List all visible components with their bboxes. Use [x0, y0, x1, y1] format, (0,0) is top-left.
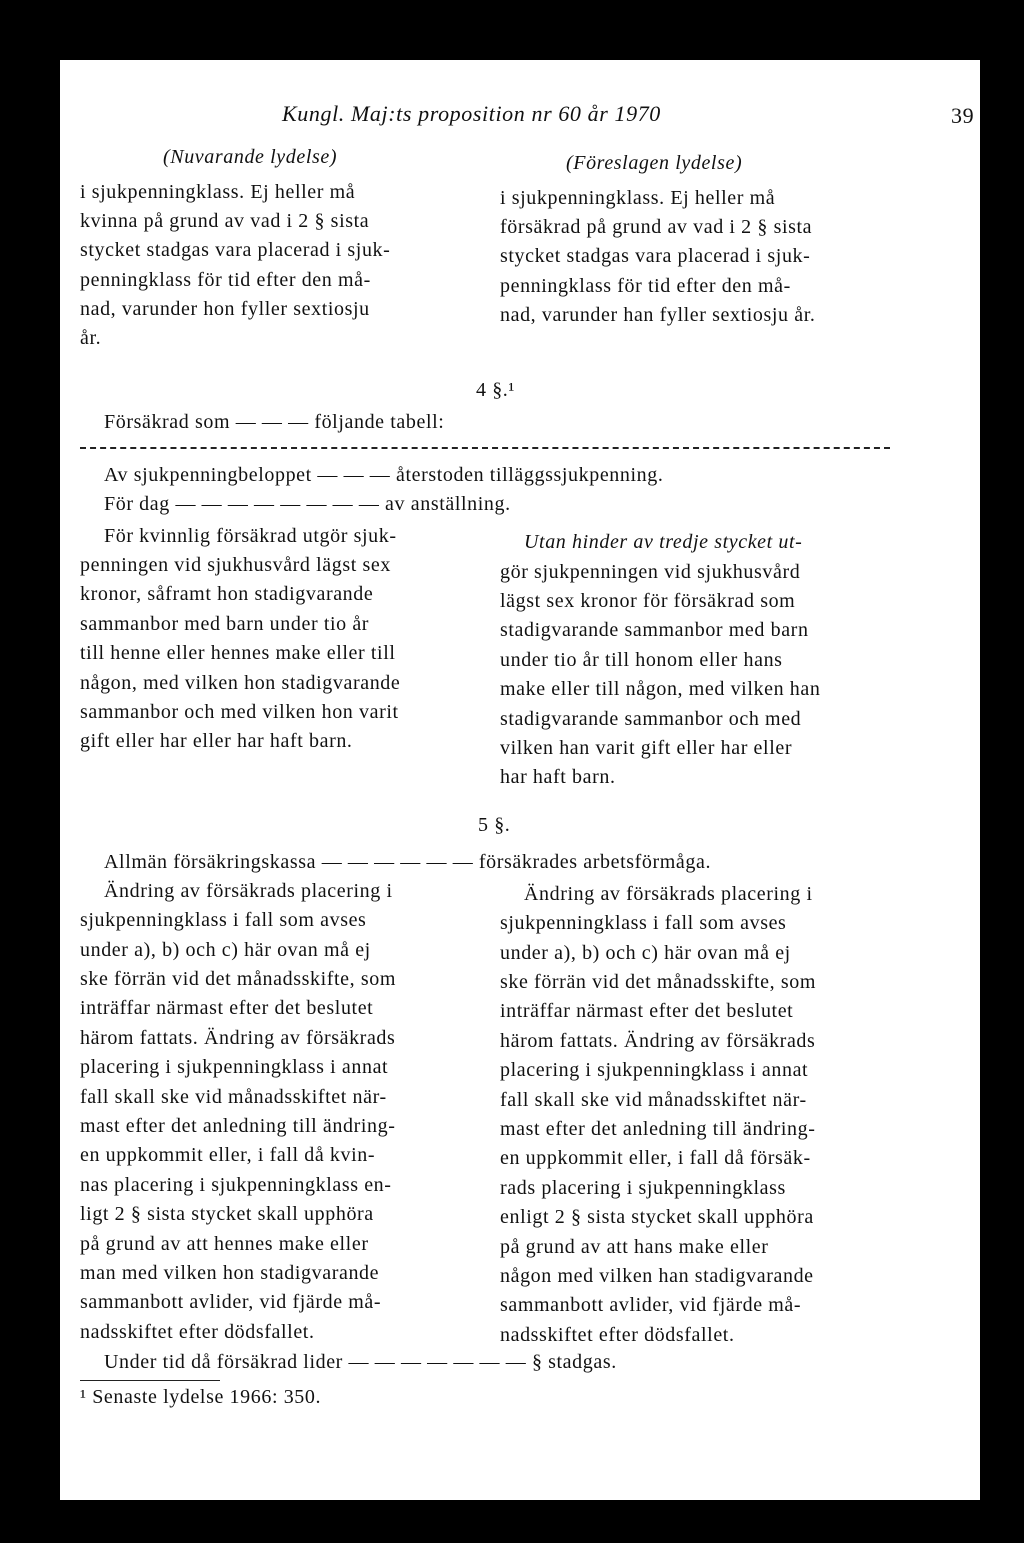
text-line: placering i sjukpenningklass i annat [500, 1059, 809, 1081]
text-line: mast efter det anledning till ändring- [500, 1118, 816, 1140]
text-line: någon med vilken han stadigvarande [500, 1265, 814, 1287]
text-line: någon, med vilken hon stadigvarande [80, 672, 401, 694]
text-line: stadigvarande sammanbor med barn [500, 619, 809, 641]
text-line: stycket stadgas vara placerad i sjuk- [80, 239, 391, 261]
text-line: man med vilken hon stadigvarande [80, 1262, 380, 1284]
section-5-intro: Allmän försäkringskassa — — — — — — försäkrades arbetsförmåga. [104, 851, 712, 873]
text-line: under a), b) och c) här ovan må ej [80, 939, 371, 961]
text-line: vilken han varit gift eller har eller [500, 737, 793, 759]
text-line: placering i sjukpenningklass i annat [80, 1056, 389, 1078]
text-line: fall skall ske vid månadsskiftet när- [500, 1089, 807, 1111]
text-line: ske förrän vid det månadsskifte, som [500, 971, 816, 993]
page-number: 39 [951, 103, 975, 128]
table-line-1: Av sjukpenningbeloppet — — — återstoden tilläggssjukpenning. [104, 464, 664, 486]
footnote: ¹ Senaste lydelse 1966: 350. [80, 1386, 322, 1408]
text-line: till henne eller hennes make eller till [80, 642, 396, 664]
text-line: lägst sex kronor för försäkrad som [500, 590, 796, 612]
text-line: en uppkommit eller, i fall då kvin- [80, 1144, 376, 1166]
text-line: på grund av att hennes make eller [80, 1233, 369, 1255]
table-line-2: För dag — — — — — — — — av anställning. [104, 493, 511, 515]
text-line: För kvinnlig försäkrad utgör sjuk- [104, 525, 397, 547]
text-line: Ändring av försäkrads placering i [524, 883, 813, 905]
text-line: sjukpenningklass i fall som avses [80, 909, 367, 931]
text-line: kvinna på grund av vad i 2 § sista [80, 210, 370, 232]
right-column-label: (Föreslagen lydelse) [566, 152, 743, 174]
text-line: gör sjukpenningen vid sjukhusvård [500, 561, 801, 583]
text-line: sammanbor med barn under tio år [80, 613, 370, 635]
text-line: rads placering i sjukpenningklass [500, 1177, 786, 1199]
text-line: nadsskiftet efter dödsfallet. [500, 1324, 735, 1346]
text-line: sammanbott avlider, vid fjärde må- [80, 1291, 382, 1313]
text-line: penningklass för tid efter den må- [80, 269, 371, 291]
footnote-rule [80, 1380, 220, 1381]
text-line: en uppkommit eller, i fall då försäk- [500, 1147, 811, 1169]
text-line: nad, varunder han fyller sextiosju år. [500, 304, 816, 326]
text-line: inträffar närmast efter det beslutet [80, 997, 374, 1019]
text-line: stadigvarande sammanbor och med [500, 708, 802, 730]
text-line: sammanbor och med vilken hon varit [80, 701, 399, 723]
text-line: sammanbott avlider, vid fjärde må- [500, 1294, 802, 1316]
text-line: under a), b) och c) här ovan må ej [500, 942, 791, 964]
text-line: mast efter det anledning till ändring- [80, 1115, 396, 1137]
text-line: nadsskiftet efter dödsfallet. [80, 1321, 315, 1343]
text-line: Ändring av försäkrads placering i [104, 880, 393, 902]
text-line: härom fattats. Ändring av försäkrads [80, 1027, 396, 1049]
section-5-heading: 5 §. [478, 814, 511, 836]
text-line: ligt 2 § sista stycket skall upphöra [80, 1203, 374, 1225]
section-4-heading: 4 §.¹ [476, 379, 515, 401]
header-title: Kungl. Maj:ts proposition nr 60 år 1970 [282, 101, 661, 126]
text-line: under tio år till honom eller hans [500, 649, 783, 671]
closing-line: Under tid då försäkrad lider — — — — — — — § stadgas. [104, 1351, 617, 1373]
text-line: nad, varunder hon fyller sextiosju [80, 298, 370, 320]
text-line: i sjukpenningklass. Ej heller må [80, 181, 356, 203]
section-4-intro: Försäkrad som — — — följande tabell: [104, 411, 445, 433]
text-line: sjukpenningklass i fall som avses [500, 912, 787, 934]
text-line: fall skall ske vid månadsskiftet när- [80, 1086, 387, 1108]
text-line: stycket stadgas vara placerad i sjuk- [500, 245, 811, 267]
text-line: enligt 2 § sista stycket skall upphöra [500, 1206, 814, 1228]
text-line: i sjukpenningklass. Ej heller må [500, 187, 776, 209]
text-line: inträffar närmast efter det beslutet [500, 1000, 794, 1022]
text-line: Utan hinder av tredje stycket ut- [524, 531, 803, 553]
text-line: gift eller har eller har haft barn. [80, 730, 353, 752]
left-column-label: (Nuvarande lydelse) [163, 146, 338, 168]
text-line: härom fattats. Ändring av försäkrads [500, 1030, 816, 1052]
text-line: kronor, såframt hon stadigvarande [80, 583, 374, 605]
text-line: ske förrän vid det månadsskifte, som [80, 968, 396, 990]
text-line: nas placering i sjukpenningklass en- [80, 1174, 392, 1196]
text-line: år. [80, 327, 102, 349]
text-line: försäkrad på grund av vad i 2 § sista [500, 216, 813, 238]
text-line: penningen vid sjukhusvård lägst sex [80, 554, 391, 576]
text-line: har haft barn. [500, 766, 616, 788]
text-line: på grund av att hans make eller [500, 1236, 769, 1258]
table-dashed-rule [80, 447, 890, 449]
text-line: penningklass för tid efter den må- [500, 275, 791, 297]
text-line: make eller till någon, med vilken han [500, 678, 821, 700]
